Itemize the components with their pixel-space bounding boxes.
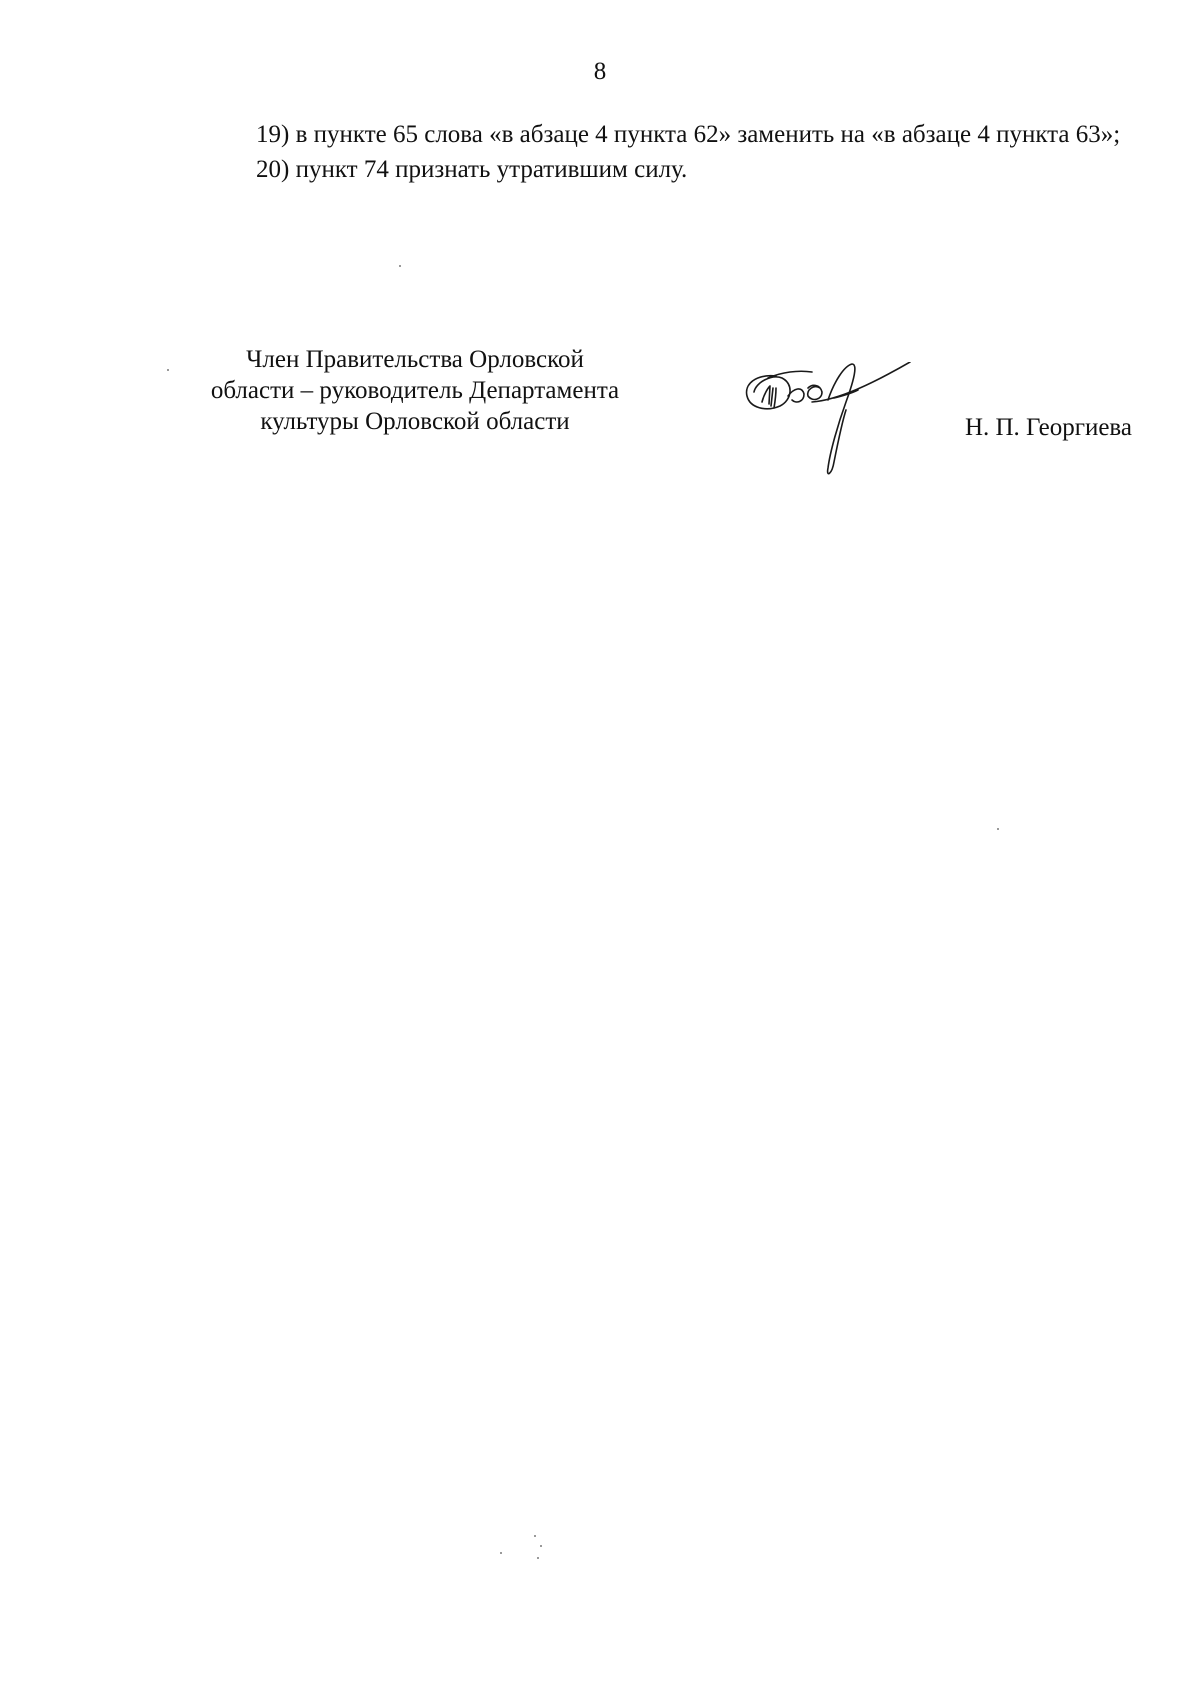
handwritten-signature: [742, 362, 912, 477]
signatory-position-line: Член Правительства Орловской: [246, 346, 584, 373]
page-number: 8: [593, 58, 607, 85]
scan-speck: [540, 1545, 542, 1547]
scan-speck: [537, 1557, 539, 1559]
scan-speck: [997, 828, 999, 830]
paragraph-item-20: 20) пункт 74 признать утратившим силу.: [256, 156, 688, 183]
scan-speck: [534, 1535, 536, 1537]
scan-speck: [399, 265, 401, 267]
signatory-name: Н. П. Георгиева: [964, 414, 1132, 441]
scan-speck: [500, 1552, 502, 1554]
document-body: [189, 117, 1130, 187]
scan-speck: [167, 369, 169, 371]
paragraph-item-19: 19) в пункте 65 слова «в абзаце 4 пункта 62» заменить на «в абзаце 4 пункта 63»;: [256, 121, 1121, 148]
signatory-position: [185, 344, 645, 437]
signatory-position-line: области – руководитель Департамента: [210, 377, 620, 404]
signatory-position-line: культуры Орловской области: [260, 408, 570, 435]
